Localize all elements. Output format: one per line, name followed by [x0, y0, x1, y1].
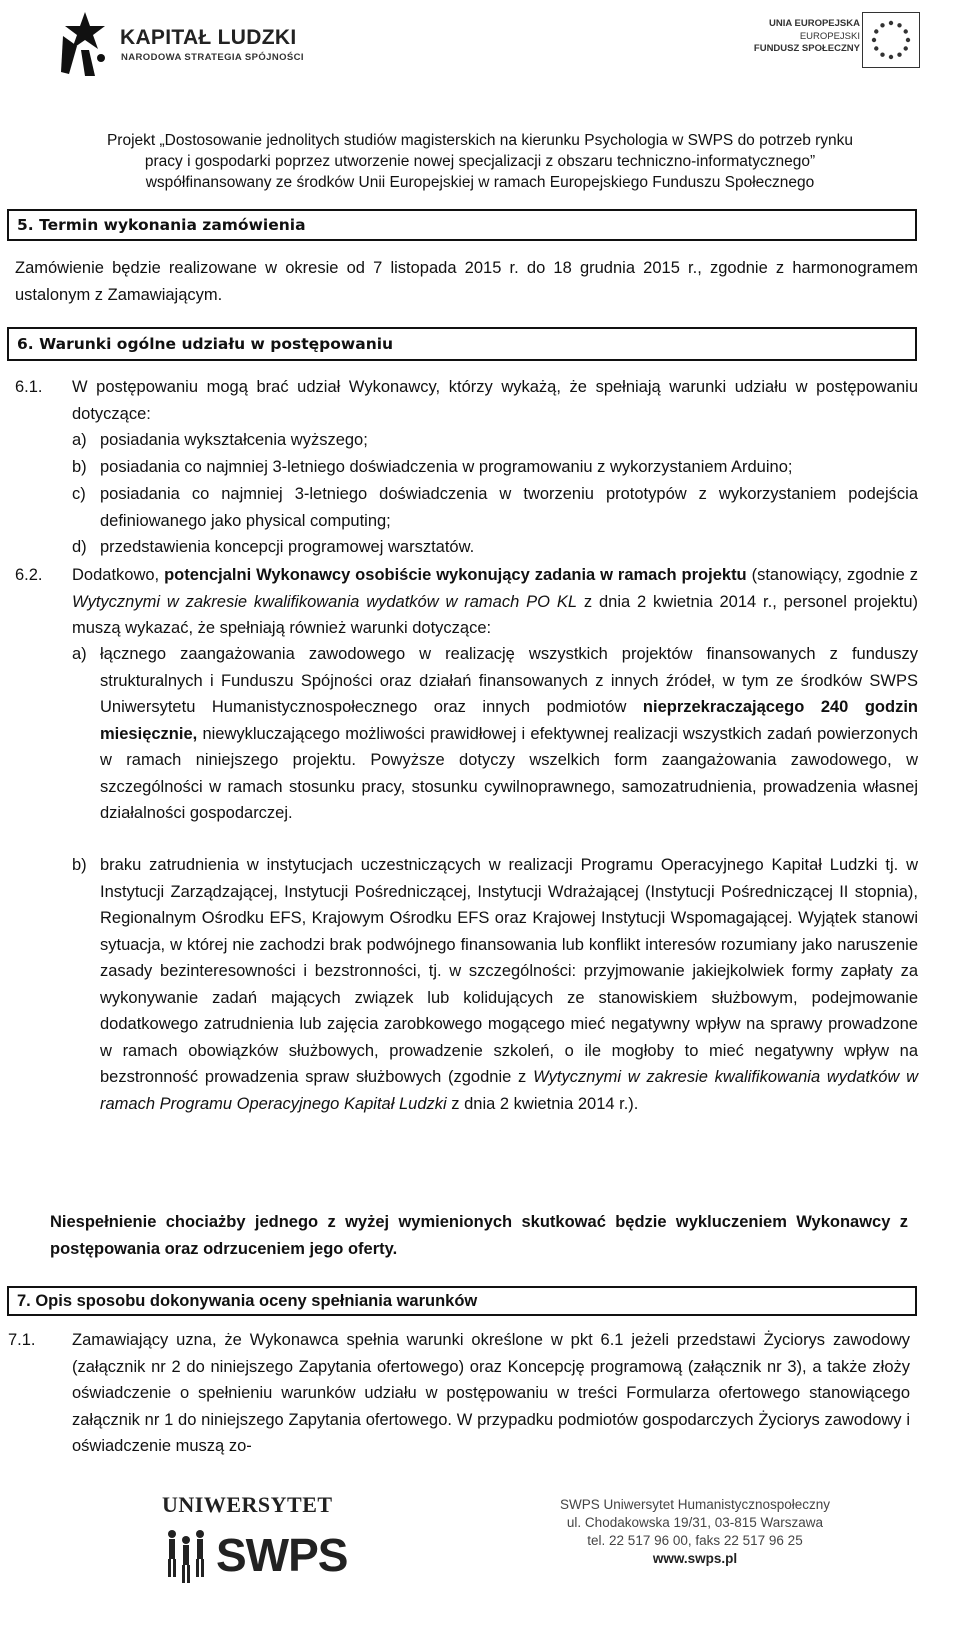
eu-star-icon: [874, 29, 878, 33]
footer-line-1: SWPS Uniwersytet Humanistycznospołeczny: [559, 1497, 831, 1512]
footer-line-2: ul. Chodakowska 19/31, 03-815 Warszawa: [566, 1515, 824, 1530]
kapital-ludzki-subtitle: NARODOWA STRATEGIA SPÓJNOŚCI: [121, 52, 304, 63]
p62-text-italic: Wytycznymi w zakresie kwalifikowania wydatków w ramach PO KL: [72, 592, 578, 611]
kapital-ludzki-emblem: [55, 6, 115, 78]
eu-star-icon: [889, 21, 893, 25]
p62a-text-part: niewykluczającego możliwości prawidłowej i efektywnej realizacji wszystkich zadań powierzonych w ramach niniejszego projektu. Powyższe dotyczy wszelkich form zaangażowania zawodowego, w szczególności w ramach stosunku pracy, stosunku cywilnoprawnego, samozatrudnienia, prowadzenia własnej działalności gospodarczej.: [100, 724, 918, 822]
project-line-2: pracy i gospodarki poprzez utworzenie nowej specjalizacji z obszaru techniczno-informatycznego”: [144, 153, 816, 170]
eu-star-icon: [874, 46, 878, 50]
eu-star-icon: [889, 55, 893, 59]
people-icon: [164, 1526, 214, 1596]
p61-item-c: [72, 481, 918, 534]
list-text: posiadania co najmniej 3-letniego doświadczenia w tworzeniu prototypów z wykorzystaniem podejścia definiowanego jako physical computing;: [100, 485, 918, 530]
p61-number: 6.1.: [15, 378, 43, 396]
eu-logo-text: [738, 18, 860, 56]
p62b-text-italic: Wytycznymi w zakresie kwalifikowania wydatków w ramach Programu Operacyjnego Kapitał Ludzki: [100, 1068, 918, 1113]
swps-logo-line-2: SWPS: [216, 1529, 348, 1581]
eu-star-icon: [906, 38, 910, 42]
eu-star-icon: [897, 23, 901, 27]
p61-text: W postępowaniu mogą brać udział Wykonawcy, którzy wykażą, że spełniają warunki udziału w postępowaniu dotyczące:: [72, 378, 918, 423]
section-5-heading: 5. Termin wykonania zamówienia: [7, 209, 917, 241]
list-text: [100, 641, 918, 827]
p61-item-a: [72, 427, 918, 453]
section-5-text: Zamówienie będzie realizowane w okresie od 7 listopada 2015 r. do 18 grudnia 2015 r., zgodnie z harmonogramem ustalonym z Zamawiającym.: [15, 259, 918, 304]
eu-star-icon: [897, 53, 901, 57]
eu-flag-icon: [862, 12, 920, 68]
p61-item-d: [72, 534, 918, 560]
eu-line-3: FUNDUSZ SPOŁECZNY: [753, 43, 860, 54]
p62-text-part: (stanowiący, zgodnie z: [751, 566, 918, 584]
eu-line-1: UNIA EUROPEJSKA: [769, 18, 860, 29]
kapital-ludzki-title: KAPITAŁ LUDZKI: [120, 26, 297, 49]
p62-number: 6.2.: [15, 566, 43, 584]
p62-text: [72, 562, 918, 642]
p62-text-part: z dnia 2 kwietnia 2014 r., personel projektu) muszą wykazać, że spełniają również warunki dotyczące:: [72, 592, 918, 637]
footer-contact: [505, 1496, 885, 1568]
list-text: [100, 852, 918, 1117]
p62b-text-part: braku zatrudnienia w instytucjach uczestniczących w realizacji Programu Operacyjnego Kapitał Ludzki tj. w Instytucji Zarządzającej, Instytucji Pośredniczącej, Instytucji Wdrażającej (Instytucji Pośredniczącej II stopnia), Regionalnym Ośrodku EFS, Krajowym Ośrodku EFS oraz Krajowej Instytucji Wspomagającej. Wyjątek stanowi sytuacja, w której nie zachodzi brak podwójnego finansowania lub konflikt interesów rozumiany jako naruszenie zasady bezinteresowności i bezstronności, tj. w szczególności: przyjmowanie jakiejkolwiek formy zapłaty za wykonywanie zadań mających związek lub kolidujących ze stanowiskiem służbowym, podejmowanie dodatkowego zatrudnienia lub zajęcia zarobkowego mogącego mieć negatywny wpływ na sprawy prowadzone w ramach obowiązków służbowych, prowadzenie szkoleń, o ile mogłoby to mieć negatywny wpływ na bezstronność prowadzenia spraw służbowych (zgodnie z: [100, 856, 918, 1086]
p62-text-part: Dodatkowo,: [72, 566, 160, 584]
footer-line-3: tel. 22 517 96 00, faks 22 517 96 25: [587, 1533, 803, 1548]
p71-text: Zamawiający uzna, że Wykonawca spełnia warunki określone w pkt 6.1 jeżeli przedstawi Życiorys zawodowy (załącznik nr 2 do niniejszego Zapytania ofertowego) oraz Koncepcję programową (załącznik nr 3), a także złoży oświadczenie o spełnieniu warunków udziału w postępowaniu w treści Formularza ofertowego stanowiącego załącznik nr 1 do niniejszego Zapytania ofertowego. W przypadku podmiotów gospodarczych Życiorys zawodowy i oświadczenie muszą zo-: [72, 1331, 910, 1455]
eu-star-icon: [872, 38, 876, 42]
footer-website-link[interactable]: www.swps.pl: [652, 1551, 738, 1566]
list-label: d): [72, 538, 87, 556]
eu-star-icon: [880, 53, 884, 57]
section-6-heading: 6. Warunki ogólne udziału w postępowaniu: [7, 327, 917, 361]
list-label: b): [72, 458, 87, 476]
list-label: a): [72, 645, 87, 663]
p62a-text-part: łącznego zaangażowania zawodowego w realizację wszystkich projektów finansowanych z funduszy strukturalnych i Funduszu Spójności oraz działań finansowanych z innych źródeł, w tym ze środków SWPS Uniwersytetu Humanistycznospołecznego oraz innych podmiotów: [100, 645, 918, 716]
list-label: b): [72, 856, 87, 874]
p62a-text-bold: nieprzekraczającego 240 godzin miesięcznie,: [100, 698, 918, 743]
p62b-text-part: z dnia 2 kwietnia 2014 r.).: [451, 1094, 639, 1113]
eu-star-icon: [880, 23, 884, 27]
eu-star-icon: [904, 29, 908, 33]
p71-number: 7.1.: [8, 1331, 36, 1349]
section-7-heading: 7. Opis sposobu dokonywania oceny spełniania warunków: [7, 1286, 917, 1316]
project-line-3: współfinansowany ze środków Unii Europejskiej w ramach Europejskiego Funduszu Społecznego: [145, 174, 815, 191]
list-text: posiadania co najmniej 3-letniego doświadczenia w programowaniu z wykorzystaniem Arduino;: [100, 458, 793, 476]
exclusion-warning: Niespełnienie chociażby jednego z wyżej wymienionych skutkować będzie wykluczeniem Wykonawcy z postępowania oraz odrzuceniem jego oferty.: [50, 1213, 908, 1258]
p62-text-bold: potencjalni Wykonawcy osobiście wykonujący zadania w ramach projektu: [164, 566, 747, 584]
eu-star-icon: [904, 46, 908, 50]
swps-logo: [162, 1492, 348, 1624]
swps-logo-line-1: UNIWERSYTET: [162, 1492, 333, 1517]
p61-item-b: [72, 454, 918, 480]
list-text: posiadania wykształcenia wyższego;: [100, 431, 368, 449]
eu-line-2: EUROPEJSKI: [799, 30, 860, 42]
list-text: przedstawienia koncepcji programowej warsztatów.: [100, 538, 475, 556]
list-label: c): [72, 485, 86, 503]
project-header: [20, 130, 940, 193]
project-line-1: Projekt „Dostosowanie jednolitych studiów magisterskich na kierunku Psychologia w SWPS do potrzeb rynku: [106, 132, 854, 149]
list-label: a): [72, 431, 87, 449]
